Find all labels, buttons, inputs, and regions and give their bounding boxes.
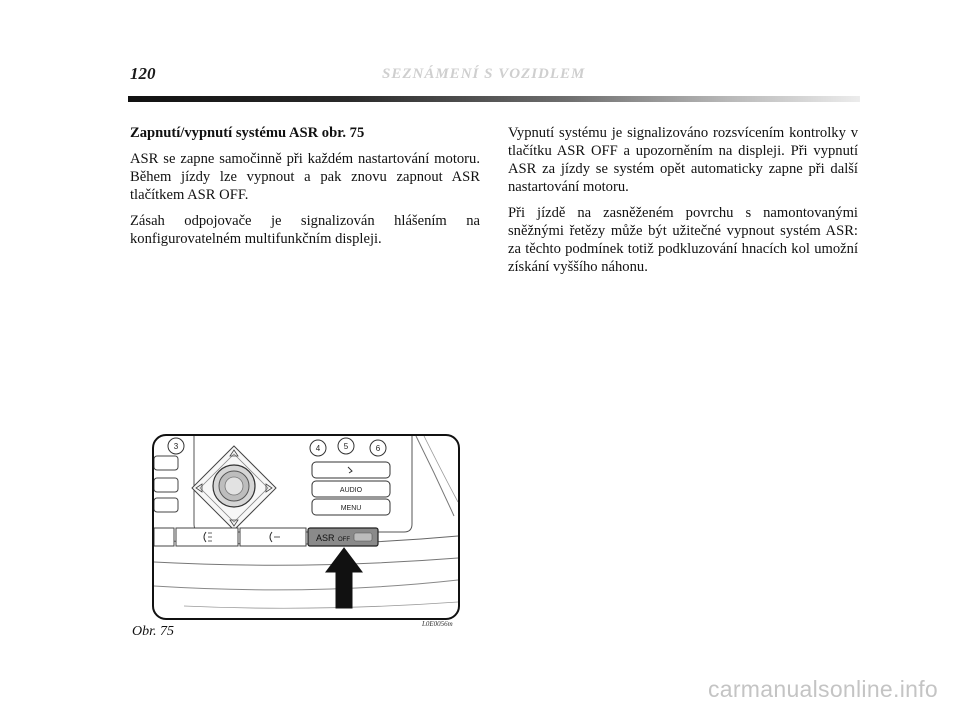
paragraph: ASR se zapne samočinně při každém nastartování motoru. Během jízdy lze vypnout a pak znovu zapnout ASR tlačítkem ASR OFF. — [130, 151, 480, 203]
section-title: SEZNÁMENÍ S VOZIDLEM — [382, 66, 586, 82]
paragraph: Vypnutí systému je signalizováno rozsvícením kontrolky v tlačítku ASR OFF a upozorněním na displeji. Při vypnutí ASR za jízdy se systém opět automaticky zapne při další nastartování motoru. — [508, 125, 858, 195]
arrow-up-icon — [326, 548, 362, 608]
preset-5-label: 5 — [343, 442, 349, 451]
page-number: 120 — [130, 64, 156, 83]
section-heading: Zapnutí/vypnutí systému ASR obr. 75 — [130, 125, 365, 141]
audio-label: AUDIO — [339, 487, 363, 494]
preset-6-label: 6 — [375, 444, 381, 453]
rear-fog-button — [240, 528, 306, 546]
figure-caption: Obr. 75 — [132, 624, 175, 639]
figure-illustration — [152, 434, 460, 620]
watermark: carmanualsonline.info — [707, 676, 938, 702]
preset-3-label: 3 — [173, 442, 179, 451]
header-rule — [128, 96, 860, 102]
right-column — [508, 124, 858, 284]
menu-label: MENU — [340, 505, 362, 512]
off-label: OFF — [338, 537, 350, 543]
left-column — [130, 124, 480, 256]
paragraph: Zásah odpojovače je signalizován hlášením na konfigurovatelném multifunkčním displeji. — [130, 213, 480, 247]
figure-code: L0E0056m — [422, 620, 453, 628]
asr-label: ASR — [316, 533, 335, 543]
fog-light-button — [176, 528, 238, 546]
paragraph: Při jízdě na zasněženém povrchu s namontovanými sněžnými řetězy může být užitečné vypnout systém ASR: za těchto podmínek totiž podkluzování hnacích kol umožní získání vyššího náhonu. — [508, 205, 858, 275]
preset-4-label: 4 — [315, 444, 321, 453]
